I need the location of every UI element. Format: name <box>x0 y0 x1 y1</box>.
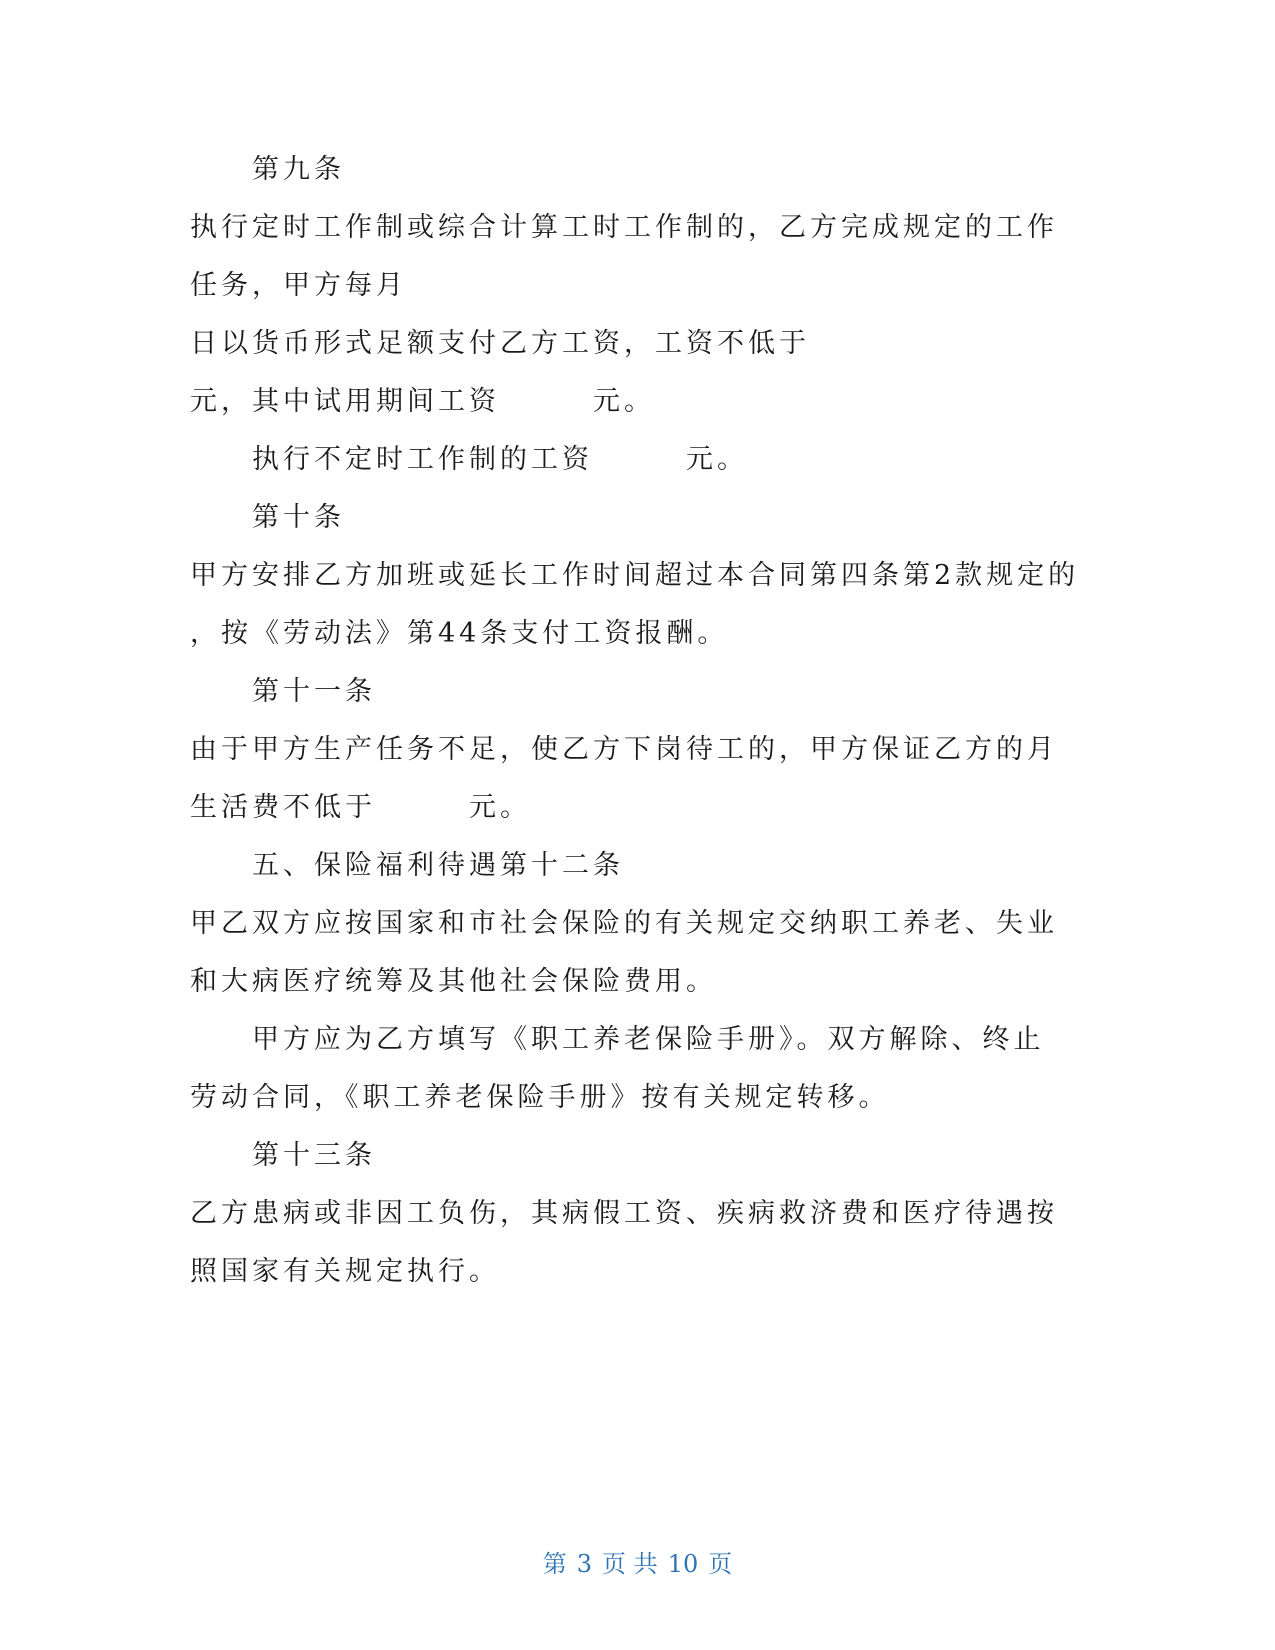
article-11-text-line-2: 生活费不低于 元。 <box>190 792 531 823</box>
footer-suffix: 页 <box>708 1550 733 1578</box>
footer-total-pages: 10 <box>667 1550 699 1578</box>
article-10-text-line-2: ，按《劳动法》第44条支付工资报酬。 <box>190 618 729 649</box>
article-12-text-line-4: 劳动合同，《职工养老保险手册》按有关规定转移。 <box>190 1082 890 1113</box>
article-12-text-line-1: 甲乙双方应按国家和市社会保险的有关规定交纳职工养老、失业 <box>190 908 1058 939</box>
article-13-heading: 第十三条 <box>252 1140 376 1171</box>
section-5-heading: 五、保险福利待遇第十二条 <box>252 850 624 881</box>
article-13-text-line-2: 照国家有关规定执行。 <box>190 1256 500 1287</box>
article-9-text-line-4: 元，其中试用期间工资 元。 <box>190 386 655 417</box>
article-10-text-line-1: 甲方安排乙方加班或延长工作时间超过本合同第四条第2款规定的 <box>190 560 1080 591</box>
footer-middle: 页 共 <box>602 1550 658 1578</box>
article-13-text-line-1: 乙方患病或非因工负伤，其病假工资、疾病救济费和医疗待遇按 <box>190 1198 1058 1229</box>
article-9-heading: 第九条 <box>252 154 345 185</box>
footer-prefix: 第 <box>542 1550 567 1578</box>
article-12-text-line-3: 甲方应为乙方填写《职工养老保险手册》。双方解除、终止 <box>252 1024 1045 1055</box>
article-9-text-line-2: 任务，甲方每月 <box>190 270 407 301</box>
article-11-text-line-1: 由于甲方生产任务不足，使乙方下岗待工的，甲方保证乙方的月 <box>190 734 1058 765</box>
page-footer <box>0 1548 1275 1580</box>
article-9-text-line-1: 执行定时工作制或综合计算工时工作制的，乙方完成规定的工作 <box>190 212 1058 243</box>
article-12-text-line-2: 和大病医疗统筹及其他社会保险费用。 <box>190 966 717 997</box>
article-9-text-line-5: 执行不定时工作制的工资 元。 <box>252 444 748 475</box>
article-11-heading: 第十一条 <box>252 676 376 707</box>
article-10-heading: 第十条 <box>252 502 345 533</box>
footer-current-page: 3 <box>576 1550 593 1578</box>
article-9-text-line-3: 日以货币形式足额支付乙方工资，工资不低于 <box>190 328 810 359</box>
